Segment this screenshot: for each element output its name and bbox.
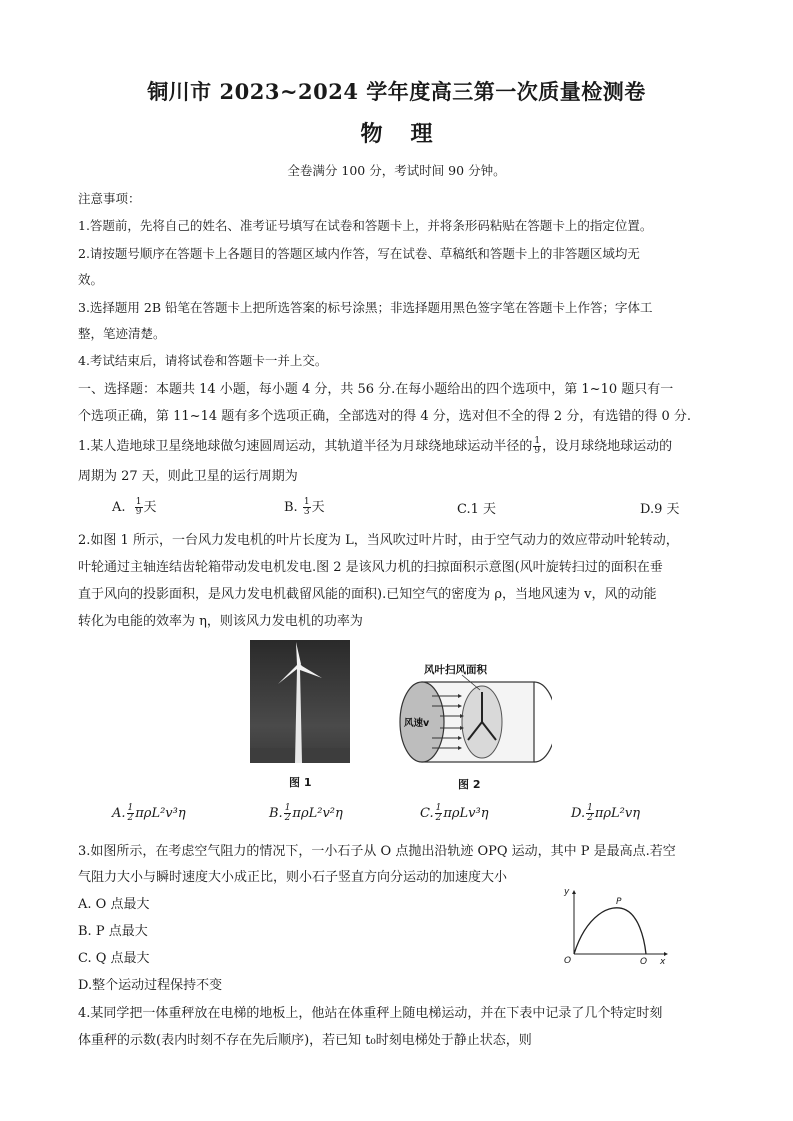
notice-item-4: 4.考试结束后，请将试卷和答题卡一并上交。 xyxy=(78,353,328,368)
q1-option-b-label: B. xyxy=(284,500,298,515)
q2-stem-line-1: 2.如图 1 所示，一台风力发电机的叶片长度为 L，当风吹过叶片时，由于空气动力的效应带动叶轮转动， xyxy=(78,533,679,548)
q2-stem-line-3: 直于风向的投影面积，是风力发电机截留风能的面积).已知空气的密度为 ρ，当地风速为 v，风的动能 xyxy=(78,587,657,602)
subject-title xyxy=(0,117,793,148)
q1-option-a-num: 1 xyxy=(135,497,142,507)
q2-option-c[interactable] xyxy=(420,804,489,823)
subject-char-1: 物 xyxy=(360,121,383,147)
q2-option-d-half xyxy=(586,804,594,823)
q1-fraction xyxy=(533,437,541,456)
q2-option-b-expr: πρL²v²η xyxy=(292,806,343,821)
section-1-line-1: 一、选择题：本题共 14 小题，每小题 4 分，共 56 分.在每小题给出的四个选项中，第 1~10 题只有一 xyxy=(78,382,674,397)
q3-trajectory-figure xyxy=(560,886,670,964)
section-1-line-2: 个选项正确，第 11~14 题有多个选项正确，全部选对的得 4 分，选对但不全的得 2 分，有选错的得 0 分. xyxy=(78,409,691,424)
q3-option-d[interactable]: D.整个运动过程保持不变 xyxy=(78,978,223,993)
q2-option-d-label: D. xyxy=(571,806,586,821)
q1-frac-den: 9 xyxy=(534,446,541,456)
q1-option-b-fraction xyxy=(303,498,311,517)
turbine-blade-1 xyxy=(296,642,301,667)
full-marks-note: 全卷满分 100 分，考试时间 90 分钟。 xyxy=(287,163,506,178)
q1-option-d[interactable]: D.9 天 xyxy=(640,502,680,517)
y-axis-arrow xyxy=(572,890,576,894)
notice-item-1: 1.答题前，先将自己的姓名、准考证号填写在试卷和答题卡上，并将条形码粘贴在答题卡上的指定位置。 xyxy=(78,218,653,233)
q2-option-b-half xyxy=(284,804,292,823)
point-q-label: Q xyxy=(640,957,648,964)
turbine-blade-2 xyxy=(299,666,322,678)
x-axis-arrow xyxy=(664,952,668,956)
q2-option-b-half-num: 1 xyxy=(284,803,291,813)
q3-stem-line-1: 3.如图所示，在考虑空气阻力的情况下，一小石子从 O 点抛出沿轨迹 OPQ 运动，其中 P 是最高点.若空 xyxy=(78,844,676,859)
wind-turbine-illustration xyxy=(250,640,350,763)
q1-stem-line-2: 周期为 27 天，则此卫星的运行周期为 xyxy=(78,469,298,484)
exam-title: 铜川市 2023~2024 学年度高三第一次质量检测卷 xyxy=(147,79,646,104)
x-axis-label: x xyxy=(660,957,666,964)
q3-option-b[interactable]: B. P 点最大 xyxy=(78,924,148,939)
q2-option-d-expr: πρL²vη xyxy=(594,806,640,821)
q1-option-a-label: A. xyxy=(112,500,126,515)
q1-option-a[interactable] xyxy=(112,496,157,517)
figure-1-caption: 图 1 xyxy=(289,776,312,789)
notice-item-3b: 整，笔迹清楚。 xyxy=(78,326,166,341)
q2-option-d[interactable] xyxy=(571,804,640,823)
q2-option-a-half-num: 1 xyxy=(127,803,134,813)
figure-2-diagram xyxy=(392,662,552,774)
q4-stem-line-1: 4.某同学把一体重秤放在电梯的地板上，他站在体重秤上随电梯运动，并在下表中记录了几个特定时刻 xyxy=(78,1006,663,1021)
notice-item-3a: 3.选择题用 2B 铅笔在答题卡上把所选答案的标号涂黑；非选择题用黑色签字笔在答题卡上作答；字体工 xyxy=(78,300,653,315)
q1-option-b-unit: 天 xyxy=(311,500,325,515)
q2-option-c-label: C. xyxy=(420,806,434,821)
turbine-blade-3 xyxy=(278,666,299,684)
q3-option-a[interactable]: A. O 点最大 xyxy=(78,897,150,912)
notice-item-2a: 2.请按题号顺序在答题卡上各题目的答题区域内作答，写在试卷、草稿纸和答题卡上的非答题区域均无 xyxy=(78,246,640,261)
q2-option-b[interactable] xyxy=(269,804,343,823)
q2-option-d-half-num: 1 xyxy=(587,803,593,813)
point-p-label: P xyxy=(616,897,622,907)
q3-stem-line-2: 气阻力大小与瞬时速度大小成正比，则小石子竖直方向分运动的加速度大小 xyxy=(78,870,508,885)
trajectory-curve xyxy=(574,908,646,954)
q2-option-a-half xyxy=(127,804,135,823)
q1-frac-num: 1 xyxy=(534,436,541,446)
q1-stem-line-1 xyxy=(78,435,672,456)
q1-option-c[interactable]: C.1 天 xyxy=(457,502,497,517)
figure-2-caption: 图 2 xyxy=(458,778,481,791)
q2-option-b-half-den: 2 xyxy=(284,813,291,823)
wind-speed-label: 风速v xyxy=(404,718,430,729)
figure-1-photo xyxy=(250,640,350,763)
q1-option-a-fraction xyxy=(135,498,143,517)
swept-area-label: 风叶扫风面积 xyxy=(424,664,487,676)
q2-option-b-label: B. xyxy=(269,806,283,821)
turbine-tower xyxy=(295,668,302,763)
q2-option-c-half-den: 2 xyxy=(435,813,442,823)
q2-option-c-half-num: 1 xyxy=(435,803,442,813)
q1-stem-end: ，设月球绕地球运动的 xyxy=(542,439,673,454)
q2-option-a-expr: πρL²v³η xyxy=(135,806,186,821)
q1-stem-text: 1.某人造地球卫星绕地球做匀速圆周运动，其轨道半径为月球绕地球运动半径的 xyxy=(78,439,533,454)
q2-option-c-expr: πρLv³η xyxy=(443,806,489,821)
q2-option-a-label: A. xyxy=(112,806,126,821)
q1-option-a-unit: 天 xyxy=(143,500,157,515)
q1-option-b-num: 1 xyxy=(303,497,310,507)
notice-heading: 注意事项： xyxy=(78,191,141,206)
q2-stem-line-4: 转化为电能的效率为 η，则该风力发电机的功率为 xyxy=(78,614,363,629)
q1-option-b-den: 3 xyxy=(303,507,310,517)
q2-option-c-half xyxy=(435,804,443,823)
notice-item-2b: 效。 xyxy=(78,272,104,287)
y-axis-label: y xyxy=(564,887,570,897)
q3-option-c[interactable]: C. Q 点最大 xyxy=(78,951,150,966)
q2-option-d-half-den: 2 xyxy=(587,813,593,823)
cylinder-back-edge xyxy=(534,682,552,762)
point-o-label: O xyxy=(564,956,572,964)
q1-option-b[interactable] xyxy=(284,496,325,517)
q2-option-a-half-den: 2 xyxy=(127,813,134,823)
q2-stem-line-2: 叶轮通过主轴连结齿轮箱带动发电机发电.图 2 是该风力机的扫掠面积示意图(风叶旋转扫过的面积在垂 xyxy=(78,560,663,575)
q1-option-a-den: 9 xyxy=(135,507,142,517)
q2-option-a[interactable] xyxy=(112,804,186,823)
q4-stem-line-2: 体重秤的示数(表内时刻不存在先后顺序)，若已知 t₀时刻电梯处于静止状态，则 xyxy=(78,1033,532,1048)
subject-char-2: 理 xyxy=(410,121,433,147)
